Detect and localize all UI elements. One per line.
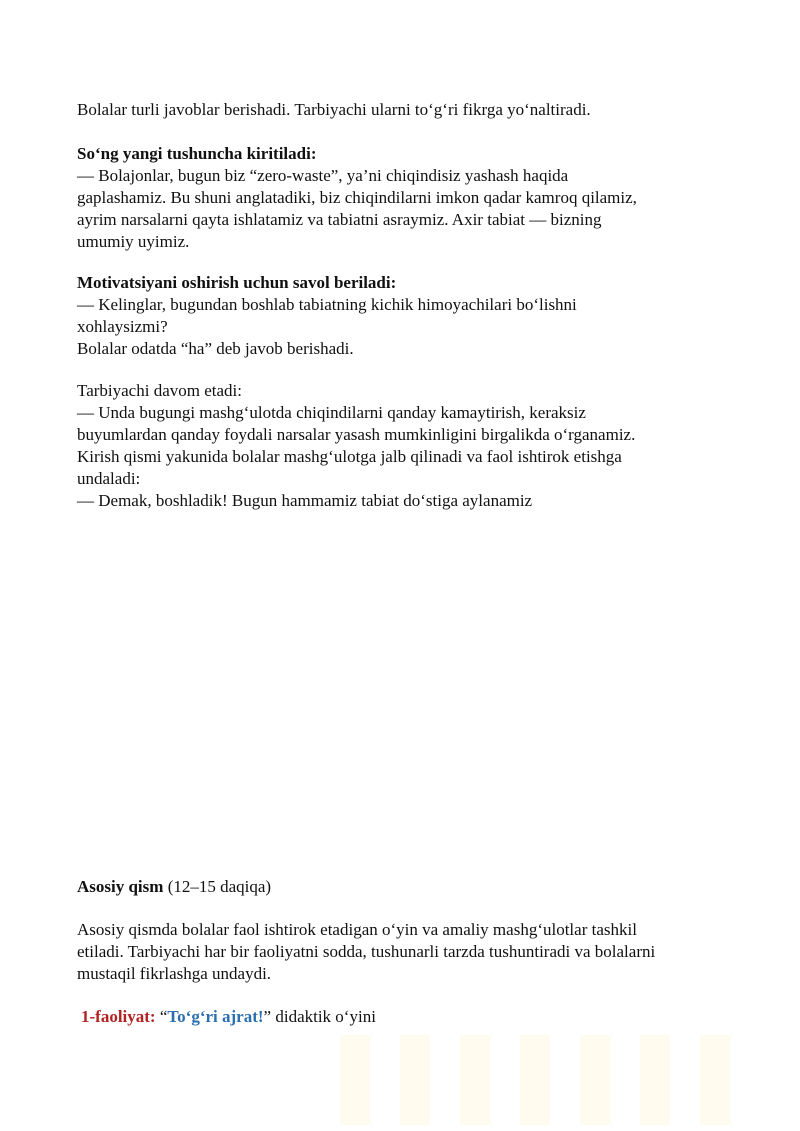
activity-heading	[81, 1006, 741, 1028]
intro-text: Bolalar turli javoblar berishadi. Tarbiyachi ularni to‘g‘ri fikrga yo‘naltiradi.	[77, 100, 591, 119]
text-line: etiladi. Tarbiyachi har bir faoliyatni sodda, tushunarli tarzda tushuntiradi va bolalarni	[77, 942, 656, 961]
section-motivation	[77, 272, 737, 360]
text-line: Bolalar odatda “ha” deb javob berishadi.	[77, 339, 354, 358]
text-line: — Kelinglar, bugundan boshlab tabiatning kichik himoyachilari bo‘lishni	[77, 295, 577, 314]
heading-bold: Asosiy qism	[77, 877, 164, 896]
text-line: umumiy uyimiz.	[77, 232, 190, 251]
heading-duration: (12–15 daqiqa)	[163, 877, 272, 896]
text-line: Kirish qismi yakunida bolalar mashg‘ulotga jalb qilinadi va faol ishtirok etishga	[77, 447, 622, 466]
section-continuation	[77, 380, 737, 512]
text-line: Asosiy qismda bolalar faol ishtirok etadigan o‘yin va amaliy mashg‘ulotlar tashkil	[77, 920, 637, 939]
text-line: gaplashamiz. Bu shuni anglatadiki, biz chiqindilarni imkon qadar kamroq qilamiz,	[77, 188, 637, 207]
faint-watermark	[340, 1035, 760, 1125]
text-line: xohlaysizmi?	[77, 317, 168, 336]
paragraph-intro	[77, 99, 737, 121]
section-new-concept	[77, 143, 737, 253]
section-heading: Motivatsiyani oshirish uchun savol beriladi:	[77, 273, 397, 292]
activity-title: To‘g‘ri ajrat!	[167, 1007, 264, 1026]
section-heading: So‘ng yangi tushuncha kiritiladi:	[77, 144, 317, 163]
activity-line	[81, 1006, 741, 1028]
open-quote: “	[155, 1007, 168, 1026]
section-main-part	[77, 876, 737, 898]
text-line: ayrim narsalarni qayta ishlatamiz va tabiatni asraymiz. Axir tabiat — bizning	[77, 210, 602, 229]
activity-label: 1-faoliyat:	[81, 1007, 156, 1026]
text-line: Tarbiyachi davom etadi:	[77, 381, 242, 400]
text-line: buyumlardan qanday foydali narsalar yasash mumkinligini birgalikda o‘rganamiz.	[77, 425, 636, 444]
text-line: undaladi:	[77, 469, 141, 488]
section-heading	[77, 876, 737, 898]
text-line: mustaqil fikrlashga undaydi.	[77, 964, 272, 983]
paragraph-main-description	[77, 919, 737, 985]
activity-rest: ” didaktik o‘yini	[263, 1007, 376, 1026]
text-line: — Demak, boshladik! Bugun hammamiz tabiat do‘stiga aylanamiz	[77, 491, 533, 510]
text-line: — Unda bugungi mashg‘ulotda chiqindilarni qanday kamaytirish, keraksiz	[77, 403, 586, 422]
text-line: — Bolajonlar, bugun biz “zero-waste”, ya’ni chiqindisiz yashash haqida	[77, 166, 569, 185]
